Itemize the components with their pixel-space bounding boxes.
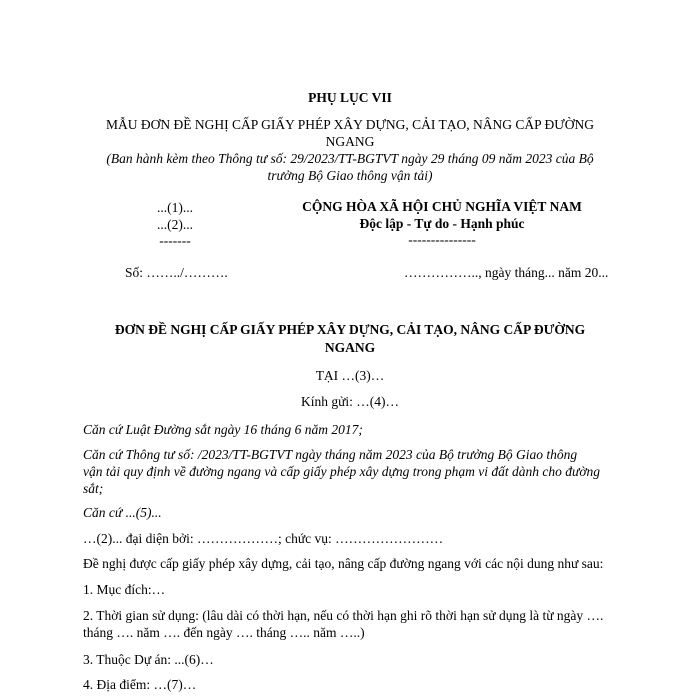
org-line-2: ...(2)...	[157, 217, 193, 232]
motto-rule: ---------------	[408, 232, 476, 247]
application-title-line-2: NGANG	[324, 340, 376, 355]
application-title-line-1: ĐƠN ĐỀ NGHỊ CẤP GIẤY PHÉP XÂY DỰNG, CẢI TẠO, NÂNG CẤP ĐƯỜNG	[114, 322, 586, 337]
form-title-line-2: NGANG	[325, 134, 375, 149]
legal-basis-3: Căn cứ ...(5)...	[83, 505, 162, 520]
legal-basis-2-line-3: sắt;	[83, 481, 104, 496]
recipient: Kính gửi: …(4)…	[300, 394, 400, 409]
item-duration-line-1: 2. Thời gian sử dụng: (lâu dài có thời hạn, nếu có thời hạn ghi rõ thời hạn sử dụng là từ ngày ….	[83, 608, 604, 623]
org-line-1: ...(1)...	[157, 200, 193, 215]
request-line: Đề nghị được cấp giấy phép xây dựng, cải tạo, nâng cấp đường ngang với các nội dung như sau:	[83, 556, 604, 571]
representative-line: …(2)... đại diện bởi: ………………; chức vụ: ……………………	[83, 531, 444, 546]
org-rule: -------	[159, 233, 191, 248]
document-number: Số: ……../……….	[125, 265, 228, 280]
issued-note-line-1: (Ban hành kèm theo Thông tư số: 29/2023/TT-BGTVT ngày 29 tháng 09 năm 2023 của Bộ	[106, 151, 594, 166]
nation-title: CỘNG HÒA XÃ HỘI CHỦ NGHĨA VIỆT NAM	[302, 199, 582, 214]
document-date: …………….., ngày tháng... năm 20...	[404, 265, 609, 280]
motto: Độc lập - Tự do - Hạnh phúc	[359, 216, 525, 231]
item-purpose: 1. Mục đích:…	[83, 582, 166, 597]
legal-basis-1: Căn cứ Luật Đường sắt ngày 16 tháng 6 năm 2017;	[83, 422, 363, 437]
item-duration-line-2: tháng …. năm …. đến ngày …. tháng ….. năm …..)	[83, 625, 365, 640]
form-title-line-1: MẪU ĐƠN ĐỀ NGHỊ CẤP GIẤY PHÉP XÂY DỰNG, CẢI TẠO, NÂNG CẤP ĐƯỜNG	[105, 117, 595, 132]
legal-basis-2-line-2: vận tải quy định về đường ngang và cấp giấy phép xây dựng trong phạm vi đất dành cho đường	[83, 464, 601, 479]
application-at: TẠI …(3)…	[315, 368, 385, 383]
issued-note-line-2: trưởng Bộ Giao thông vận tải)	[267, 168, 433, 183]
item-location: 4. Địa điểm: …(7)…	[83, 677, 197, 692]
appendix-title: PHỤ LỤC VII	[308, 90, 392, 105]
legal-basis-2-line-1: Căn cứ Thông tư số: /2023/TT-BGTVT ngày tháng năm 2023 của Bộ trưởng Bộ Giao thông	[83, 447, 578, 462]
item-project: 3. Thuộc Dự án: ...(6)…	[83, 652, 214, 667]
